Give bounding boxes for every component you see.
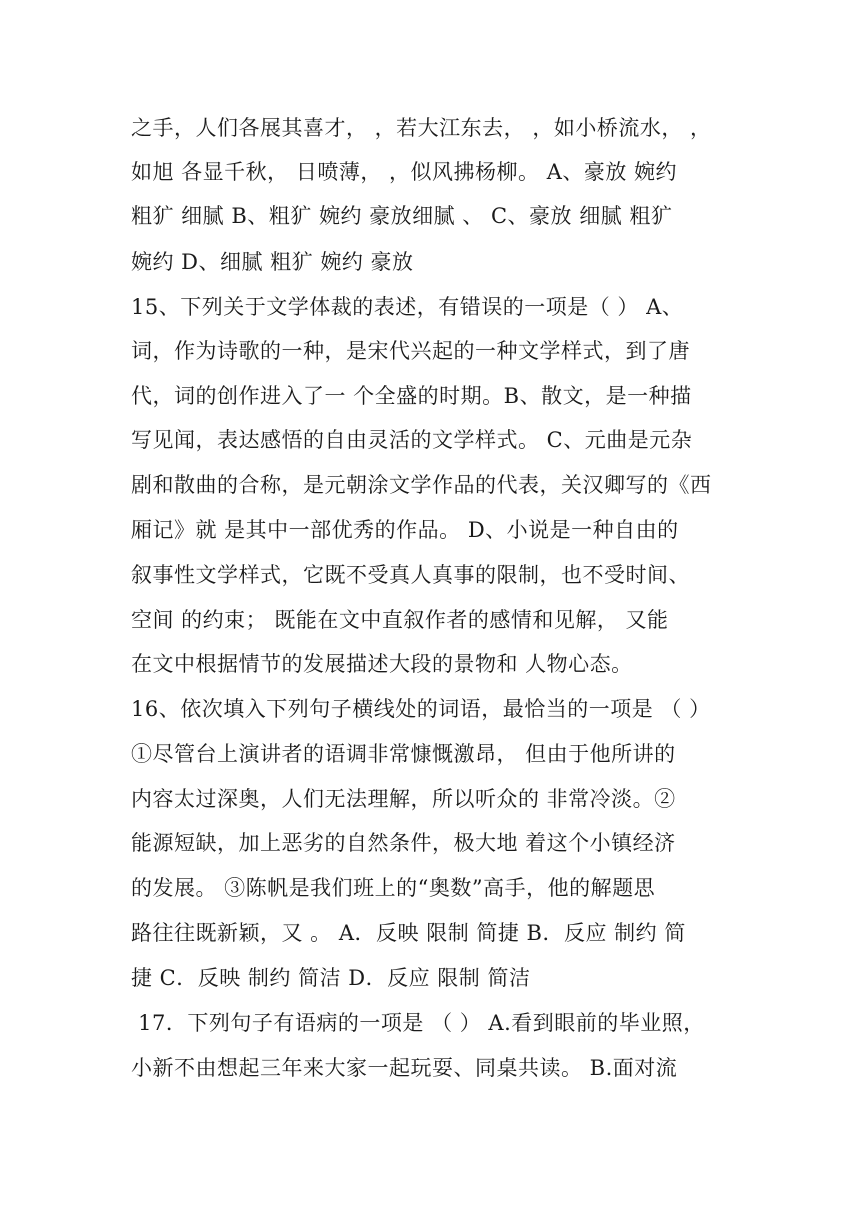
text-line: 的发展。 ③陈帆是我们班上的“奥数”高手，他的解题思 <box>131 876 656 900</box>
text-line: 路往往既新颖，又 。 A．反映 限制 简捷 B．反应 制约 简 <box>131 921 686 945</box>
text-line: 在文中根据情节的发展描述大段的景物和 人物心态。 <box>131 652 633 676</box>
text-line: ①尽管台上演讲者的语调非常慷慨激昂， 但由于他所讲的 <box>131 742 676 766</box>
text-line: 内容太过深奥，人们无法理解，所以听众的 非常冷淡。② <box>131 787 676 811</box>
text-line: 之手，人们各展其喜才， ，若大江东去， ，如小桥流水， ， <box>131 116 712 140</box>
text-line: 如旭 各显千秋， 日喷薄， ，似风拂杨柳。 A、豪放 婉约 <box>131 160 678 184</box>
question-16-line: 16、依次填入下列句子横线处的词语，最恰当的一项是 （ ） <box>131 697 711 721</box>
text-line: 剧和散曲的合称，是元朝涂文学作品的代表，关汉卿写的《西 <box>131 473 712 497</box>
text-line: 厢记》就 是其中一部优秀的作品。 D、小说是一种自由的 <box>131 518 679 542</box>
text-line: 写见闻，表达感悟的自由灵活的文学样式。 C、元曲是元杂 <box>131 428 693 452</box>
text-line: 空间 的约束； 既能在文中直叙作者的感情和见解， 又能 <box>131 608 669 632</box>
text-line: 小新不由想起三年来大家一起玩耍、同桌共读。 B.面对流 <box>131 1056 678 1080</box>
text-line: 粗犷 细腻 B、粗犷 婉约 豪放细腻 、 C、豪放 细腻 粗犷 <box>131 204 673 228</box>
question-15-line: 15、下列关于文学体裁的表述，有错误的一项是（ ） A、 <box>131 295 684 319</box>
text-line: 叙事性文学样式，它既不受真人真事的限制，也不受时间、 <box>131 563 690 587</box>
text-line: 词，作为诗歌的一种，是宋代兴起的一种文学样式，到了唐 <box>131 339 690 363</box>
question-17-line: 17．下列句子有语病的一项是 （ ） A.看到眼前的毕业照， <box>131 1011 705 1035</box>
text-line: 代，词的创作进入了一 个全盛的时期。B、散文，是一种描 <box>131 384 692 408</box>
text-line: 能源短缺，加上恶劣的自然条件，极大地 着这个小镇经济 <box>131 831 676 855</box>
text-line: 婉约 D、细腻 粗犷 婉约 豪放 <box>131 250 414 274</box>
text-line: 捷 C．反映 制约 简洁 D．反应 限制 简洁 <box>131 966 531 990</box>
